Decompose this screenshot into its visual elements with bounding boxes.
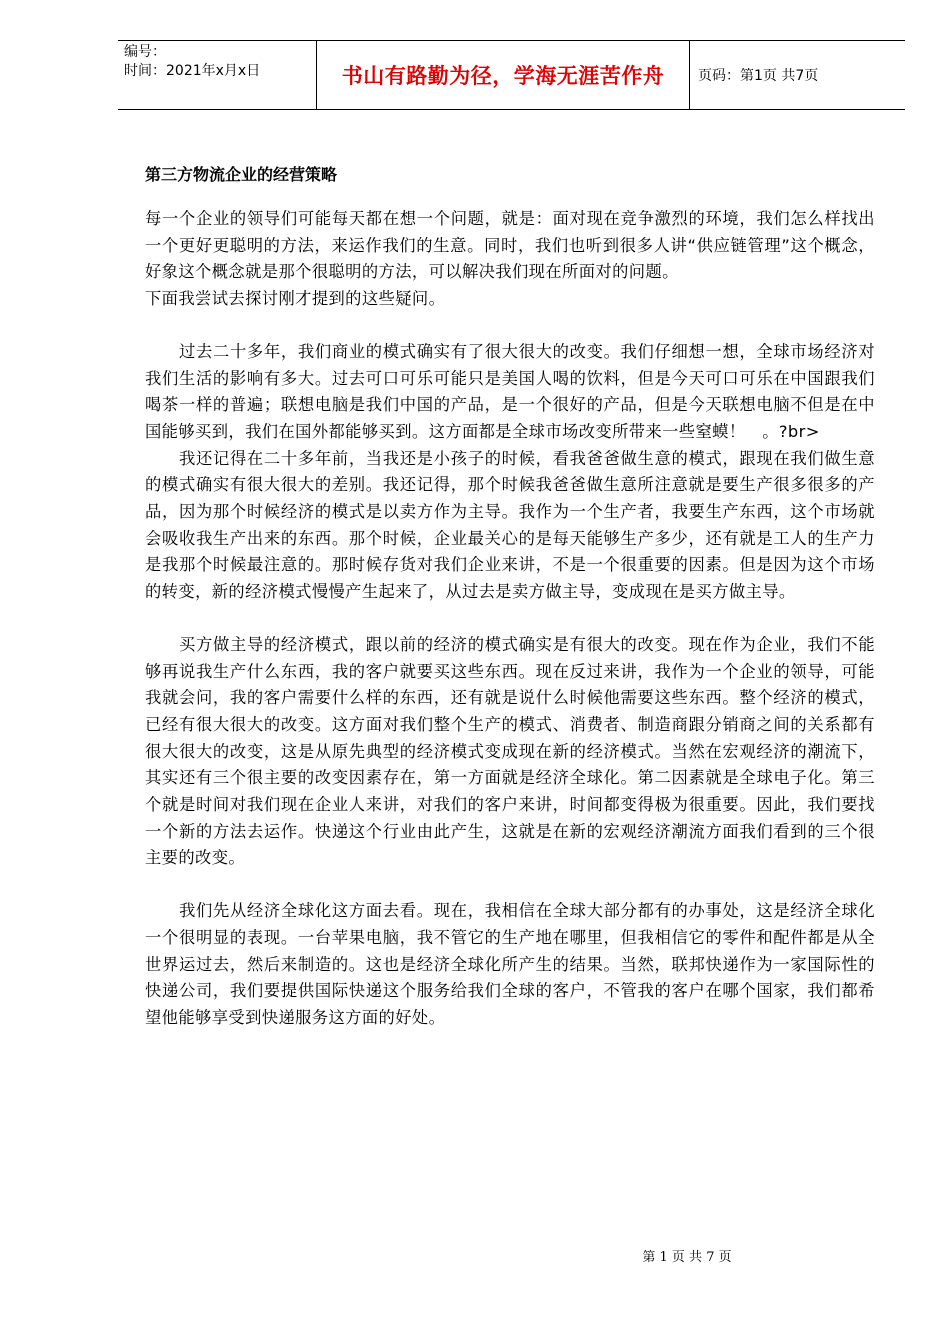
paragraph-body: 买方做主导的经济模式，跟以前的经济的模式确实是有很大的改变。现在作为企业，我们不能够再说我生产什么东西，我的客户就要买这些东西。现在反过来讲，我作为一个企业的领导，可能我就会问，我的客户需要什么样的东西，还有就是说什么时候他需要这些东西。整个经济的模式，已经有很大很大的改变。这方面对我们整个生产的模式、消费者、制造商跟分销商之间的关系都有很大很大的改变，这是从原先典型的经济模式变成现在新的经济模式。当然在宏观经济的潮流下，其实还有三个很主要的改变因素存在，第一方面就是经济全球化。第二因素就是全球电子化。第三个就是时间对我们现在企业人来讲，对我们的客户来讲，时间都变得极为很重要。因此，我们要找一个新的方法去运作。快递这个行业由此产生，这就是在新的宏观经济潮流方面我们看到的三个很主要的改变。: [145, 634, 875, 868]
number-label: 编号：: [124, 44, 166, 60]
document-header: [118, 40, 905, 110]
header-meta: [118, 41, 316, 109]
paragraph-gap: [145, 313, 875, 339]
page-label: 页码：第1页 共7页: [698, 68, 819, 84]
motto: 书山有路勤为径，学海无涯苦作舟: [316, 41, 690, 109]
paragraph-gap: [145, 606, 875, 632]
paragraph-body: 我还记得在二十多年前，当我还是小孩子的时候，看我爸爸做生意的模式，跟现在我们做生意的模式确实有很大很大的差别。我还记得，那个时候我爸爸做生意所注意就是要生产很多很多的产品，因为那个时候经济的模式是以卖方作为主导。我作为一个生产者，我要生产东西，这个市场就会吸收我生产出来的东西。那个时候，企业最关心的是每天能够生产多少，还有就是工人的生产力是我那个时候最注意的。那时候存货对我们企业来讲，不是一个很重要的因素。但是因为这个市场的转变，新的经济模式慢慢产生起来了，从过去是卖方做主导，变成现在是买方做主导。: [145, 448, 875, 602]
paragraph-gap: [145, 872, 875, 898]
document-title: 第三方物流企业的经营策略: [145, 165, 338, 184]
paragraph-intro: 每一个企业的领导们可能每天都在想一个问题，就是：面对现在竞争激烈的环境，我们怎么样找出一个更好更聪明的方法，来运作我们的生意。同时，我们也听到很多人讲“供应链管理”这个概念，好象这个概念就是那个很聪明的方法，可以解决我们现在所面对的问题。: [145, 209, 875, 282]
time-label: 时间：2021年x月x日: [124, 63, 261, 79]
paragraph-body: 过去二十多年，我们商业的模式确实有了很大很大的改变。我们仔细想一想，全球市场经济对我们生活的影响有多大。过去可口可乐可能只是美国人喝的饮料，但是今天可口可乐在中国跟我们喝茶一样的普遍；联想电脑是我们中国的产品，是一个很好的产品，但是今天联想电脑不但是在中国能够买到，我们在国外都能够买到。这方面都是全球市场改变所带来一些窒蟆！ 。?br>: [145, 341, 875, 441]
paragraph-intro-2: 下面我尝试去探讨刚才提到的这些疑问。: [145, 289, 446, 309]
paragraph-body: 我们先从经济全球化这方面去看。现在，我相信在全球大部分都有的办事处，这是经济全球化一个很明显的表现。一台苹果电脑，我不管它的生产地在哪里，但我相信它的零件和配件都是从全世界运过去，然后来制造的。这也是经济全球化所产生的结果。当然，联邦快递作为一家国际性的快递公司，我们要提供国际快递这个服务给我们全球的客户，不管我的客户在哪个国家，我们都希望他能够享受到快递服务这方面的好处。: [145, 901, 875, 1027]
document-body: [145, 162, 875, 1032]
page-footer: [0, 1246, 950, 1265]
footer-page-info: 第 1 页 共 7 页: [642, 1250, 732, 1265]
